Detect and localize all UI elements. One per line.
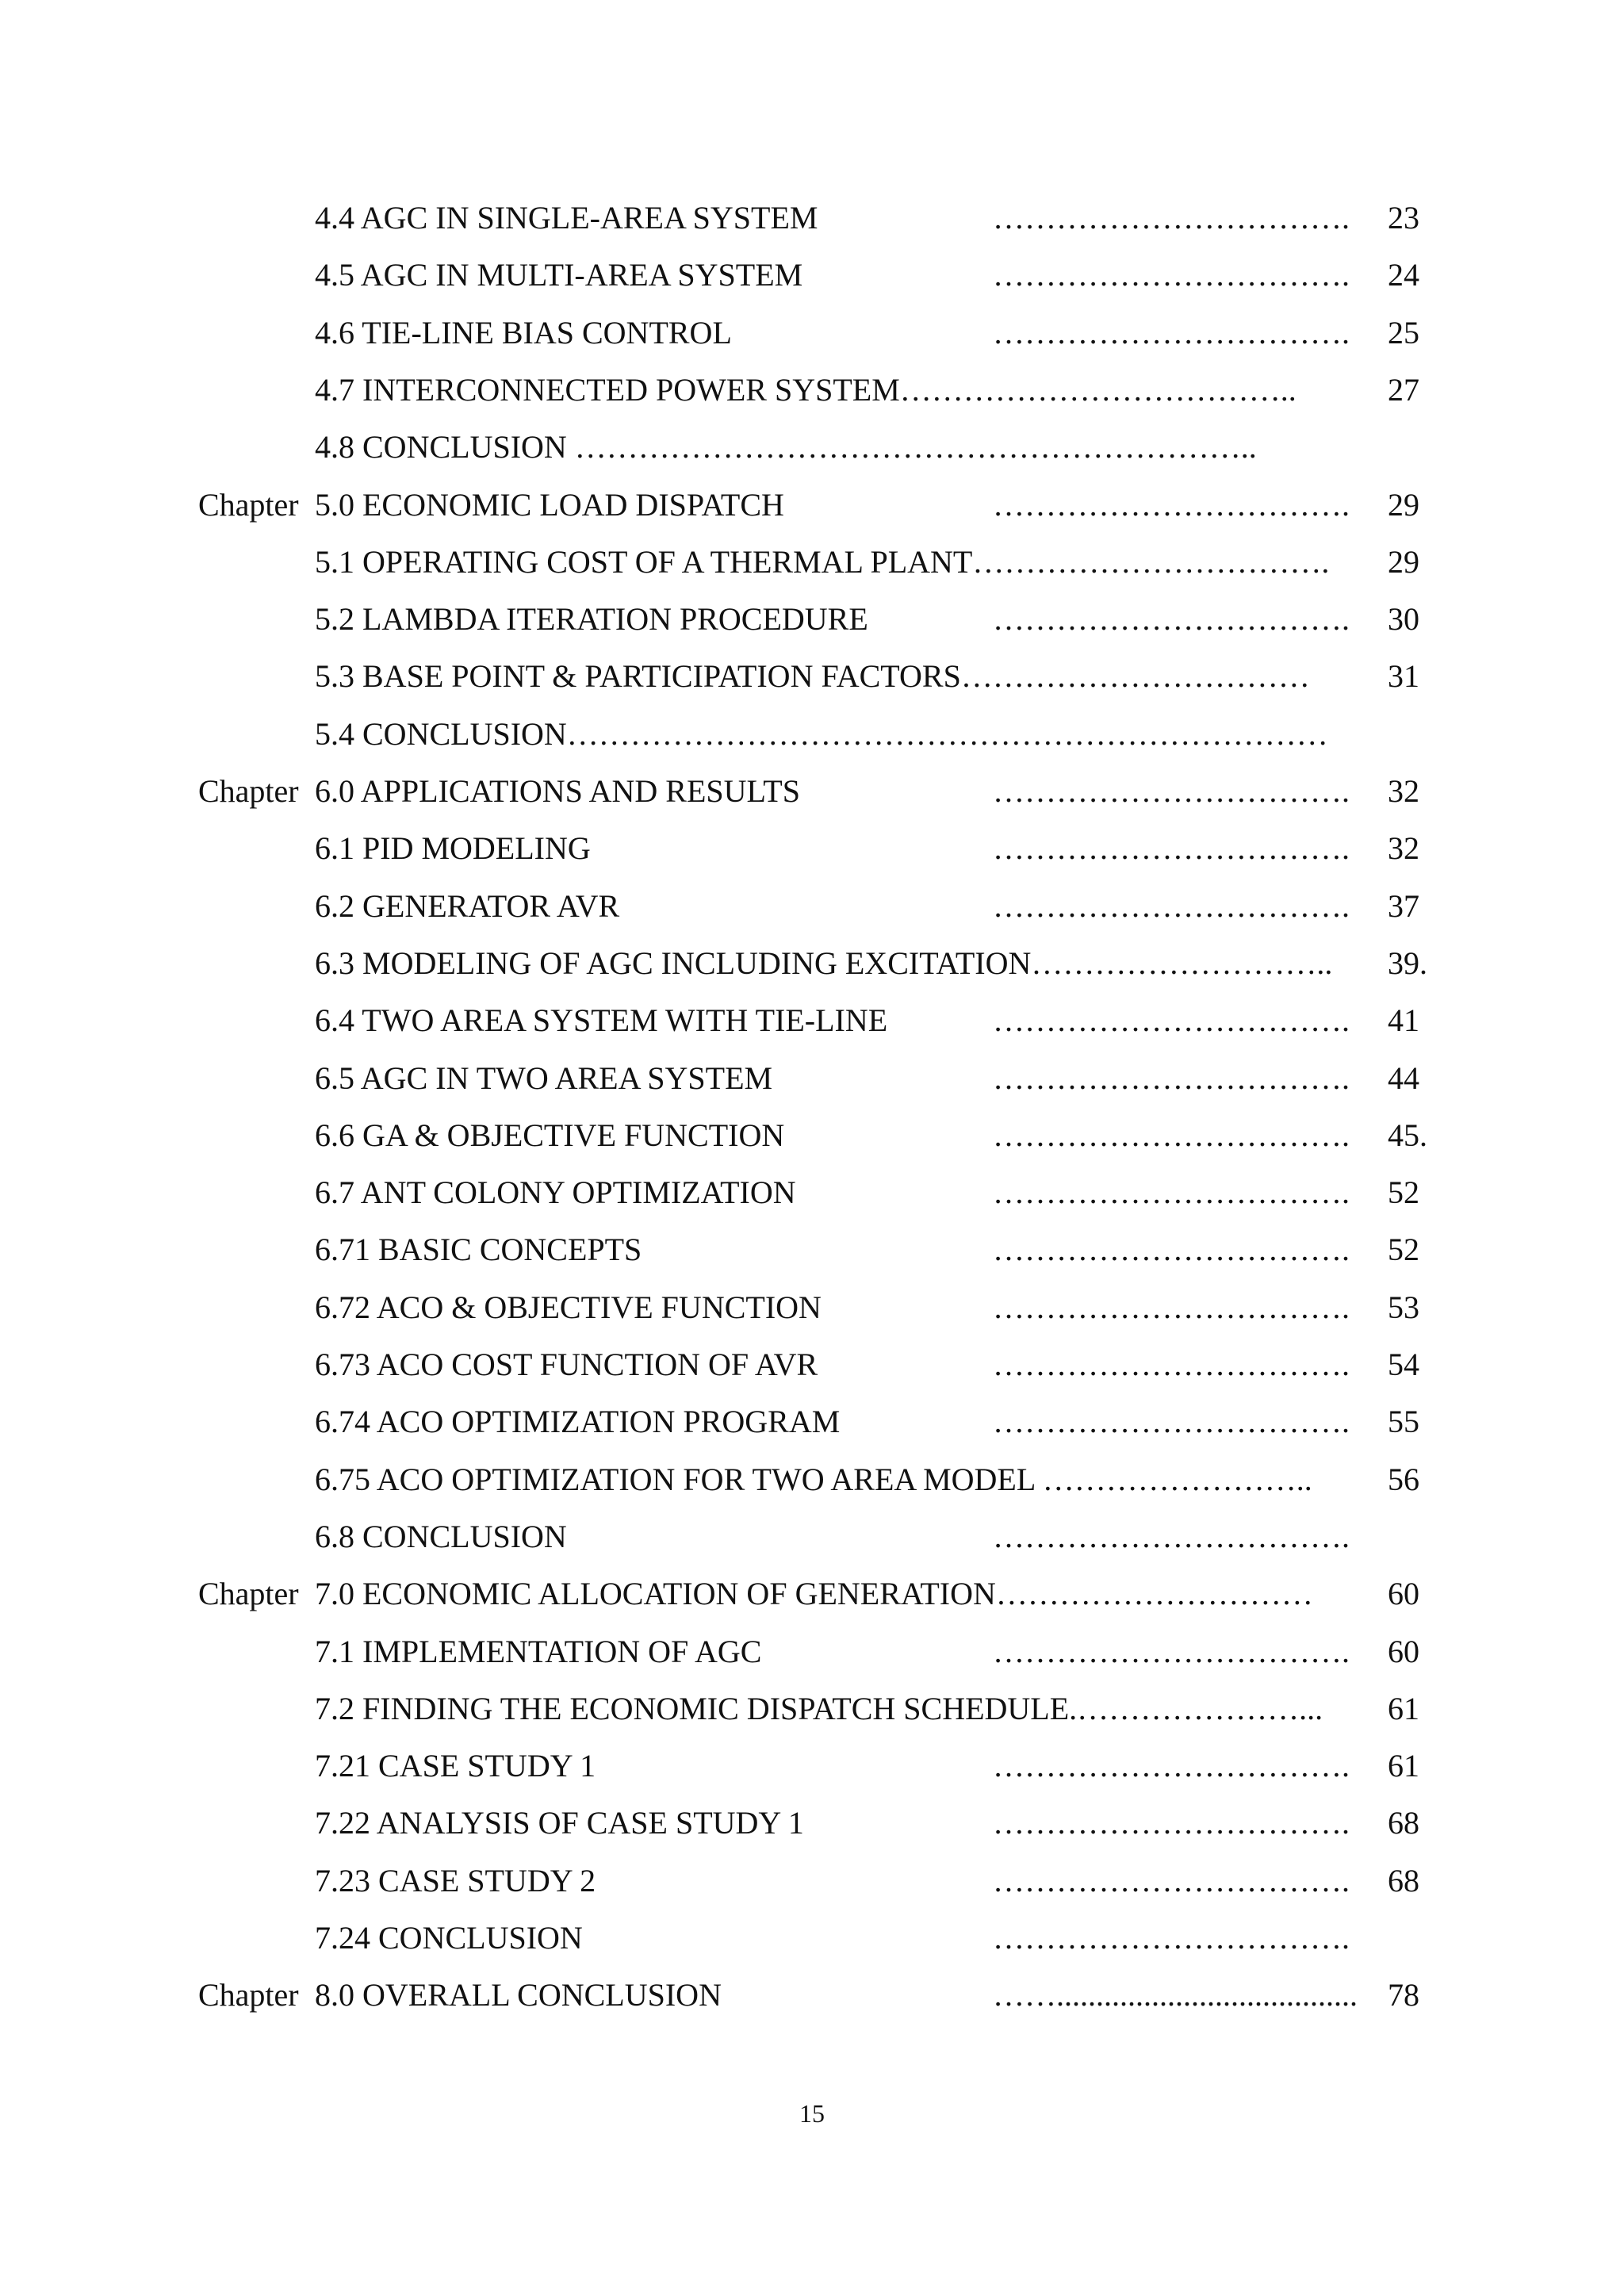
toc-entry [0, 768, 1624, 815]
toc-page-number: 52 [1388, 1232, 1419, 1268]
toc-leader-dots: ……...................................... [993, 1977, 1358, 2013]
toc-entry [0, 1857, 1624, 1905]
toc-page-number: 37 [1388, 887, 1419, 924]
toc-entry [0, 1513, 1624, 1561]
toc-leader-dots: ……………………………. [993, 314, 1350, 351]
toc-entry [0, 940, 1624, 987]
toc-page-number: 44 [1388, 1059, 1419, 1096]
toc-page-number: 52 [1388, 1174, 1419, 1211]
toc-entry [0, 1341, 1624, 1389]
toc-entry-title: 5.1 OPERATING COST OF A THERMAL PLANT……………………………. [315, 543, 1330, 580]
toc-entry [0, 1226, 1624, 1274]
toc-entry [0, 997, 1624, 1044]
toc-entry [0, 251, 1624, 299]
toc-entry-title: 5.3 BASE POINT & PARTICIPATION FACTORS…………………………… [315, 658, 1310, 695]
toc-page-number: 32 [1388, 773, 1419, 809]
toc-leader-dots: ……………………………. [993, 1232, 1350, 1268]
toc-entry [0, 1685, 1624, 1733]
toc-page-number: 60 [1388, 1633, 1419, 1669]
toc-page-number: 25 [1388, 314, 1419, 351]
toc-leader-dots: ……………………………. [993, 1862, 1350, 1898]
toc-entry-title: 6.7 ANT COLONY OPTIMIZATION [315, 1174, 796, 1211]
toc-entry-title: 7.24 CONCLUSION [315, 1920, 583, 1956]
page-number: 15 [799, 2099, 825, 2128]
toc-entry-title: 5.0 ECONOMIC LOAD DISPATCH [315, 486, 784, 523]
toc-page-number: 61 [1388, 1748, 1419, 1784]
toc-leader-dots: ……………………………. [993, 200, 1350, 236]
toc-leader-dots: ……………………………. [993, 1404, 1350, 1440]
toc-page-number: 68 [1388, 1862, 1419, 1898]
toc-entry [0, 596, 1624, 643]
toc-page-number: 30 [1388, 601, 1419, 638]
toc-page-number: 55 [1388, 1404, 1419, 1440]
toc-entry-title: 4.6 TIE-LINE BIAS CONTROL [315, 314, 732, 351]
toc-entry [0, 1398, 1624, 1446]
toc-entry-title: 4.7 INTERCONNECTED POWER SYSTEM……………………………….. [315, 371, 1297, 408]
toc-leader-dots: ……………………………. [993, 1633, 1350, 1669]
chapter-prefix: Chapter [198, 486, 299, 523]
toc-leader-dots: ……………………………. [993, 1059, 1350, 1096]
toc-page-number: 29 [1388, 486, 1419, 523]
chapter-prefix: Chapter [198, 1576, 299, 1612]
toc-entry [0, 1456, 1624, 1504]
toc-leader-dots: ……………………………. [993, 1347, 1350, 1382]
toc-entry [0, 1742, 1624, 1790]
toc-page-number: 54 [1388, 1347, 1419, 1382]
toc-leader-dots: ……………………………. [993, 1174, 1350, 1211]
toc-entry-title: 6.73 ACO COST FUNCTION OF AVR [315, 1347, 818, 1382]
toc-entry [0, 1112, 1624, 1159]
toc-entry-title: 4.5 AGC IN MULTI-AREA SYSTEM [315, 257, 803, 293]
toc-entry [0, 1169, 1624, 1216]
toc-entry-title: 6.6 GA & OBJECTIVE FUNCTION [315, 1117, 785, 1153]
toc-leader-dots: ……………………………. [993, 1518, 1350, 1554]
toc-entry-title: 6.5 AGC IN TWO AREA SYSTEM [315, 1059, 773, 1096]
toc-leader-dots: ……………………………. [993, 1002, 1350, 1039]
toc-entry [0, 1971, 1624, 2019]
toc-entry [0, 825, 1624, 872]
toc-entry-title: 6.71 BASIC CONCEPTS [315, 1232, 642, 1268]
toc-entry [0, 1799, 1624, 1847]
toc-leader-dots: ……………………………. [993, 601, 1350, 638]
toc-entry [0, 653, 1624, 700]
toc-page-number: 29 [1388, 543, 1419, 580]
toc-entry [0, 309, 1624, 357]
toc-page-number: 31 [1388, 658, 1419, 695]
toc-entry-title: 7.22 ANALYSIS OF CASE STUDY 1 [315, 1805, 804, 1841]
toc-entry [0, 1628, 1624, 1676]
toc-page-number: 53 [1388, 1289, 1419, 1325]
toc-entry-title: 6.8 CONCLUSION [315, 1518, 567, 1554]
toc-entry [0, 883, 1624, 930]
toc-entry [0, 194, 1624, 242]
toc-leader-dots: ……………………………. [993, 486, 1350, 523]
toc-entry [0, 711, 1624, 758]
chapter-prefix: Chapter [198, 773, 299, 809]
toc-page-number: 23 [1388, 200, 1419, 236]
toc-leader-dots: ……………………………. [993, 1920, 1350, 1956]
toc-entry-title: 7.0 ECONOMIC ALLOCATION OF GENERATION………………………… [315, 1576, 1313, 1612]
toc-entry-title: 7.21 CASE STUDY 1 [315, 1748, 596, 1784]
chapter-prefix: Chapter [198, 1977, 299, 2013]
toc-entry-title: 6.75 ACO OPTIMIZATION FOR TWO AREA MODEL …………………….. [315, 1461, 1312, 1497]
toc-entry [0, 481, 1624, 529]
toc-page-number: 41 [1388, 1002, 1419, 1039]
toc-leader-dots: ……………………………. [993, 1117, 1350, 1153]
toc-entry [0, 1284, 1624, 1331]
toc-entry-title: 7.2 FINDING THE ECONOMIC DISPATCH SCHEDULE.…………………... [315, 1690, 1323, 1726]
toc-entry-title: 8.0 OVERALL CONCLUSION [315, 1977, 722, 2013]
toc-leader-dots: ……………………………. [993, 1748, 1350, 1784]
toc-entry-title: 6.72 ACO & OBJECTIVE FUNCTION [315, 1289, 822, 1325]
toc-entry-title: 5.2 LAMBDA ITERATION PROCEDURE [315, 601, 868, 638]
toc-page-number: 45. [1388, 1117, 1427, 1153]
toc-page-number: 27 [1388, 371, 1419, 408]
toc-page-number: 39. [1388, 944, 1427, 981]
toc-leader-dots: ……………………………. [993, 257, 1350, 293]
toc-page-number: 78 [1388, 1977, 1419, 2013]
toc-entry [0, 423, 1624, 471]
toc-entry-title: 7.1 IMPLEMENTATION OF AGC [315, 1633, 762, 1669]
toc-entry [0, 538, 1624, 586]
toc-page-number: 60 [1388, 1576, 1419, 1612]
toc-entry-title: 4.4 AGC IN SINGLE-AREA SYSTEM [315, 200, 818, 236]
toc-entry-title: 4.8 CONCLUSION ……………………………………………………….. [315, 429, 1257, 466]
toc-leader-dots: ……………………………. [993, 830, 1350, 867]
toc-page-number: 68 [1388, 1805, 1419, 1841]
toc-entry-title: 6.4 TWO AREA SYSTEM WITH TIE-LINE [315, 1002, 888, 1039]
toc-entry [0, 1570, 1624, 1618]
toc-leader-dots: ……………………………. [993, 1805, 1350, 1841]
toc-page-number: 56 [1388, 1461, 1419, 1497]
toc-entry-title: 5.4 CONCLUSION……………………………………………………………… [315, 715, 1328, 752]
toc-entry-title: 6.3 MODELING OF AGC INCLUDING EXCITATION……………………….. [315, 944, 1333, 981]
toc-entry-title: 6.2 GENERATOR AVR [315, 887, 620, 924]
toc-entry [0, 366, 1624, 414]
toc-leader-dots: ……………………………. [993, 887, 1350, 924]
toc-entry-title: 6.0 APPLICATIONS AND RESULTS [315, 773, 800, 809]
toc-page-number: 24 [1388, 257, 1419, 293]
toc-entry-title: 6.74 ACO OPTIMIZATION PROGRAM [315, 1404, 841, 1440]
toc-leader-dots: ……………………………. [993, 773, 1350, 809]
toc-entry-title: 7.23 CASE STUDY 2 [315, 1862, 596, 1898]
toc-leader-dots: ……………………………. [993, 1289, 1350, 1325]
toc-entry-title: 6.1 PID MODELING [315, 830, 591, 867]
toc-entry [0, 1914, 1624, 1962]
toc-page-number: 32 [1388, 830, 1419, 867]
toc-entry [0, 1055, 1624, 1102]
toc-page-number: 61 [1388, 1690, 1419, 1726]
